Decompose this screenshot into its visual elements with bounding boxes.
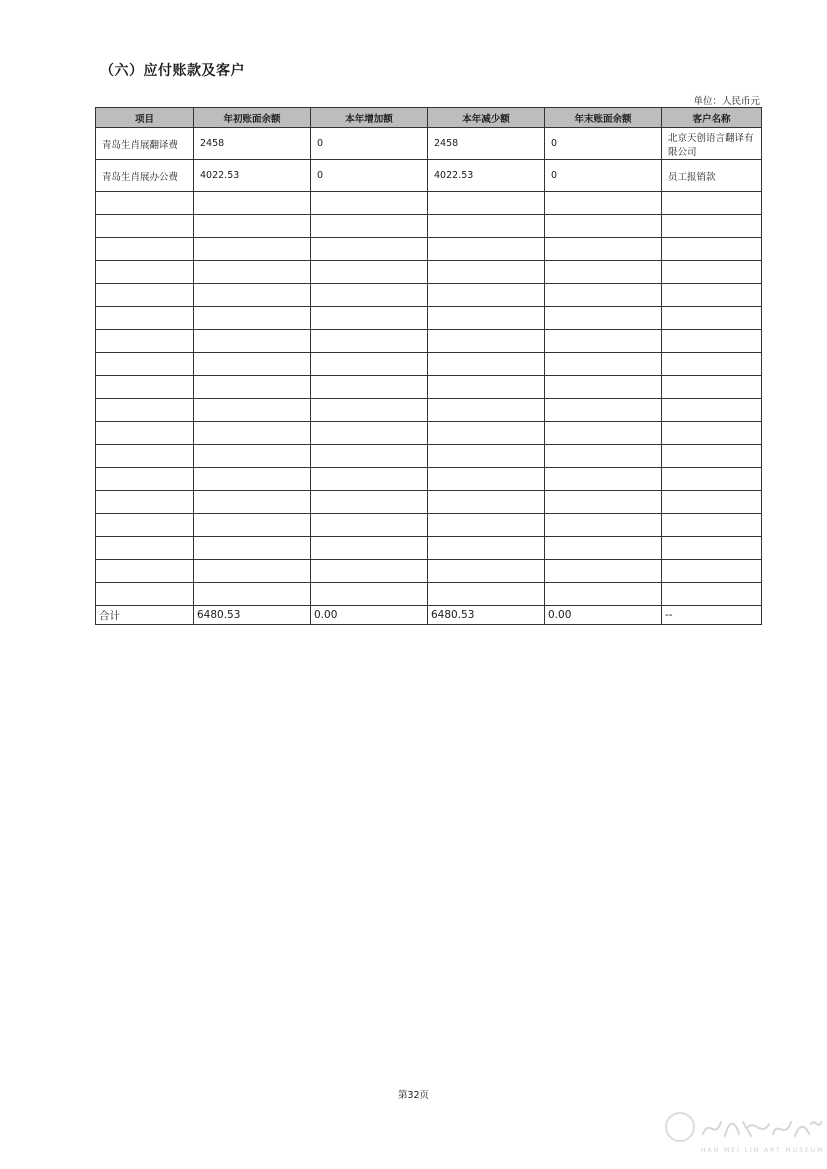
table-row [96,261,762,284]
cell-decrease [428,330,545,353]
cell-item [96,560,194,583]
table-row [96,238,762,261]
cell-customer-name [662,583,762,606]
watermark-script-text [699,1114,823,1142]
table-row [96,560,762,583]
cell-item [96,376,194,399]
cell-customer-name [662,537,762,560]
cell-item [96,491,194,514]
cell-increase [311,537,428,560]
cell-opening-balance [194,376,311,399]
cell-closing-balance [545,583,662,606]
cell-opening-balance [194,261,311,284]
cell-opening-balance [194,537,311,560]
cell-item [96,422,194,445]
total-closing-balance: 0.00 [545,606,662,625]
table-body [96,128,762,606]
total-label: 合计 [96,606,194,625]
cell-opening-balance [194,238,311,261]
cell-customer-name [662,284,762,307]
cell-closing-balance [545,445,662,468]
cell-customer-name [662,399,762,422]
cell-increase [311,583,428,606]
cell-customer-name [662,353,762,376]
cell-item [96,353,194,376]
accounts-payable-table [95,107,762,625]
cell-item [96,261,194,284]
total-opening-balance: 6480.53 [194,606,311,625]
header-increase: 本年增加额 [311,108,428,128]
cell-opening-balance [194,330,311,353]
cell-item [96,537,194,560]
cell-item [96,284,194,307]
cell-opening-balance [194,353,311,376]
cell-opening-balance [194,583,311,606]
cell-increase [311,422,428,445]
total-customer-name: -- [662,606,762,625]
cell-customer-name: 北京天创语言翻译有限公司 [662,128,762,160]
cell-customer-name [662,468,762,491]
cell-item [96,330,194,353]
cell-closing-balance: 0 [545,128,662,160]
unit-label: 单位：人民币元 [693,96,760,107]
cell-item [96,238,194,261]
museum-watermark-logo [665,1112,825,1162]
cell-opening-balance [194,514,311,537]
cell-decrease [428,560,545,583]
table-row [96,468,762,491]
table-row [96,128,762,160]
table-row [96,399,762,422]
table-row [96,215,762,238]
table-row [96,491,762,514]
cell-customer-name [662,215,762,238]
cell-opening-balance [194,307,311,330]
header-opening-balance: 年初账面余额 [194,108,311,128]
cell-opening-balance [194,422,311,445]
cell-opening-balance: 4022.53 [194,160,311,192]
cell-increase [311,215,428,238]
cell-decrease [428,376,545,399]
cell-decrease [428,399,545,422]
cell-item [96,307,194,330]
cell-customer-name [662,330,762,353]
cell-closing-balance [545,399,662,422]
cell-increase [311,491,428,514]
table-row [96,376,762,399]
watermark-subtitle: HAN MEI LIN ART MUSEUM [701,1147,825,1154]
cell-increase [311,514,428,537]
cell-decrease [428,422,545,445]
cell-decrease [428,514,545,537]
cell-decrease [428,537,545,560]
cell-customer-name [662,238,762,261]
cell-decrease [428,468,545,491]
cell-customer-name [662,422,762,445]
cell-closing-balance: 0 [545,160,662,192]
cell-increase [311,238,428,261]
cell-item [96,583,194,606]
header-decrease: 本年减少额 [428,108,545,128]
cell-customer-name: 员工报销款 [662,160,762,192]
cell-increase [311,353,428,376]
cell-increase [311,192,428,215]
cell-decrease [428,192,545,215]
cell-opening-balance [194,215,311,238]
cell-increase [311,468,428,491]
table-row [96,160,762,192]
cell-opening-balance [194,468,311,491]
cell-customer-name [662,445,762,468]
cell-opening-balance [194,399,311,422]
cell-item: 青岛生肖展办公费 [96,160,194,192]
cell-item [96,215,194,238]
cell-increase [311,307,428,330]
cell-closing-balance [545,215,662,238]
table-row [96,353,762,376]
cell-closing-balance [545,238,662,261]
cell-increase [311,261,428,284]
cell-item [96,445,194,468]
cell-customer-name [662,514,762,537]
cell-decrease [428,261,545,284]
cell-decrease [428,491,545,514]
cell-customer-name [662,307,762,330]
cell-increase: 0 [311,160,428,192]
cell-closing-balance [545,330,662,353]
cell-opening-balance [194,491,311,514]
cell-opening-balance [194,445,311,468]
cell-decrease [428,215,545,238]
table-row [96,583,762,606]
section-title: （六）应付账款及客户 [100,63,245,79]
cell-closing-balance [545,560,662,583]
cell-opening-balance [194,560,311,583]
cell-opening-balance [194,192,311,215]
cell-closing-balance [545,307,662,330]
cell-increase [311,376,428,399]
header-customer-name: 客户名称 [662,108,762,128]
cell-item: 青岛生肖展翻译费 [96,128,194,160]
total-row [96,606,762,625]
cell-decrease [428,238,545,261]
cell-item [96,468,194,491]
header-closing-balance: 年末账面余额 [545,108,662,128]
cell-decrease [428,284,545,307]
cell-closing-balance [545,284,662,307]
table-row [96,307,762,330]
table-row [96,422,762,445]
total-decrease: 6480.53 [428,606,545,625]
cell-item [96,514,194,537]
cell-closing-balance [545,353,662,376]
cell-customer-name [662,491,762,514]
cell-increase [311,445,428,468]
total-increase: 0.00 [311,606,428,625]
cell-closing-balance [545,468,662,491]
cell-decrease: 4022.53 [428,160,545,192]
cell-increase [311,399,428,422]
cell-increase [311,284,428,307]
table-row [96,514,762,537]
cell-decrease [428,445,545,468]
cell-increase [311,560,428,583]
table-row [96,445,762,468]
page-number: 第32页 [397,1090,430,1101]
cell-opening-balance: 2458 [194,128,311,160]
cell-closing-balance [545,514,662,537]
cell-decrease: 2458 [428,128,545,160]
cell-opening-balance [194,284,311,307]
table-row [96,284,762,307]
table-row [96,330,762,353]
cell-closing-balance [545,491,662,514]
cell-closing-balance [545,192,662,215]
cell-item [96,192,194,215]
table-row [96,192,762,215]
cell-decrease [428,583,545,606]
cell-closing-balance [545,422,662,445]
cell-decrease [428,307,545,330]
cell-customer-name [662,261,762,284]
cell-increase: 0 [311,128,428,160]
cell-closing-balance [545,537,662,560]
cell-decrease [428,353,545,376]
cell-increase [311,330,428,353]
header-item: 项目 [96,108,194,128]
cell-customer-name [662,376,762,399]
cell-customer-name [662,192,762,215]
table-row [96,537,762,560]
cell-item [96,399,194,422]
cell-closing-balance [545,376,662,399]
cell-customer-name [662,560,762,583]
cell-closing-balance [545,261,662,284]
watermark-circle-icon [665,1112,695,1142]
table-header-row [96,108,762,128]
